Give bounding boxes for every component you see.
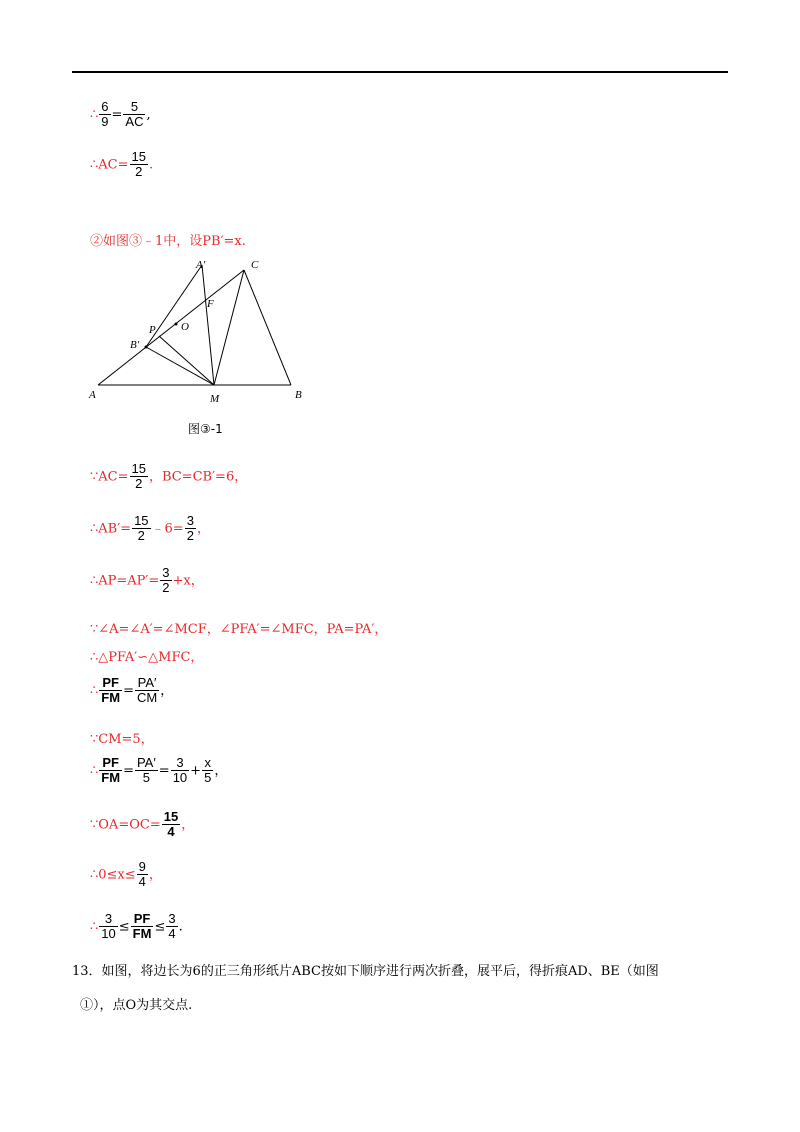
figure-caption: 图③-1 bbox=[188, 422, 223, 436]
point-b1 bbox=[145, 346, 148, 349]
line-final-range: ∴ $\frac{3}{10}$ ≤ $\frac{PF}{FM}$ ≤ $\frac{3}{4}$ . bbox=[90, 911, 183, 942]
line-ap: ∴AP=AP′= $\frac{3}{2}$ +x， bbox=[90, 565, 204, 596]
line-similar: ∴△PFA′∽△MFC， bbox=[90, 650, 204, 665]
label-f: F bbox=[207, 298, 214, 310]
line-ac-bc: ∵AC= $\frac{15}{2}$ ，BC=CB′=6， bbox=[90, 461, 248, 492]
fraction: $\frac{3}{2}$ bbox=[186, 513, 194, 544]
fraction: $\frac{PF}{FM}$ bbox=[132, 911, 152, 942]
segment-a1m bbox=[202, 265, 214, 385]
line-ab-prime: ∴AB′= $\frac{15}{2}$ ﹣6= $\frac{3}{2}$ ， bbox=[90, 513, 210, 544]
fraction: $\frac{15}{2}$ bbox=[131, 149, 146, 180]
fraction: $\frac{15}{2}$ bbox=[131, 461, 146, 492]
line-ratio-ac: ∴ $\frac{6}{9}$ = $\frac{5}{AC}$ , bbox=[90, 99, 151, 130]
segment-cm bbox=[214, 270, 244, 385]
segment-b1m bbox=[146, 347, 214, 385]
label-a: A bbox=[89, 389, 96, 401]
line-oa-oc: ∵OA=OC= $\frac{15}{4}$ ， bbox=[90, 809, 195, 840]
line-cm: ∵CM=5， bbox=[90, 732, 154, 747]
label-b: B bbox=[295, 389, 302, 401]
fraction: $\frac{x}{5}$ bbox=[204, 755, 212, 786]
label-b-prime: B′ bbox=[130, 339, 140, 351]
segment-cb bbox=[244, 270, 291, 385]
label-c: C bbox=[251, 259, 259, 271]
label-p: P bbox=[149, 324, 156, 336]
line-ac-value: ∴AC= $\frac{15}{2}$ . bbox=[90, 149, 154, 180]
question-13-line1: 13．如图，将边长为6的正三角形纸片ABC按如下顺序进行两次折叠，展平后，得折痕AD、BE（如图 bbox=[72, 964, 659, 979]
line-angles: ∵∠A=∠A′=∠MCF，∠PFA′=∠MFC，PA=PA′， bbox=[90, 622, 388, 637]
fraction: $\frac{3}{2}$ bbox=[162, 565, 170, 596]
question-13-line2: ①），点O为其交点. bbox=[80, 998, 193, 1013]
segment-ac bbox=[98, 270, 244, 385]
fraction: $\frac{3}{10}$ bbox=[101, 911, 116, 942]
line-ratio-expr: ∴ $\frac{PF}{FM}$ = $\frac{PA'}{5}$ = $\frac{3}{10}$ + $\frac{x}{5}$ ， bbox=[90, 755, 228, 786]
header-rule bbox=[72, 71, 728, 73]
label-a-prime: A′ bbox=[196, 259, 206, 271]
label-m: M bbox=[210, 393, 220, 405]
fraction: $\frac{6}{9}$ bbox=[101, 99, 109, 130]
fraction: $\frac{PA'}{CM}$ bbox=[136, 675, 158, 706]
label-o: O bbox=[181, 321, 189, 333]
fraction: $\frac{PF}{FM}$ bbox=[101, 675, 121, 706]
fraction: $\frac{15}{2}$ bbox=[134, 513, 149, 544]
line-ratio-pf-fm: ∴ $\frac{PF}{FM}$ = $\frac{PA'}{CM}$ ， bbox=[90, 675, 174, 706]
fraction: $\frac{PA'}{5}$ bbox=[136, 755, 156, 786]
segment-pm bbox=[159, 336, 214, 385]
line-case-2: ②如图③﹣1中，设PB′=x. bbox=[90, 234, 246, 249]
fraction: $\frac{5}{AC}$ bbox=[125, 99, 144, 130]
fraction: $\frac{3}{4}$ bbox=[168, 911, 176, 942]
fraction: $\frac{3}{10}$ bbox=[172, 755, 188, 786]
fraction: $\frac{15}{4}$ bbox=[163, 809, 179, 840]
fraction: $\frac{9}{4}$ bbox=[138, 859, 146, 890]
fraction: $\frac{PF}{FM}$ bbox=[101, 755, 121, 786]
line-x-range: ∴0≤x≤ $\frac{9}{4}$ ， bbox=[90, 859, 162, 890]
point-o bbox=[175, 323, 178, 326]
geometry-figure bbox=[84, 252, 314, 442]
